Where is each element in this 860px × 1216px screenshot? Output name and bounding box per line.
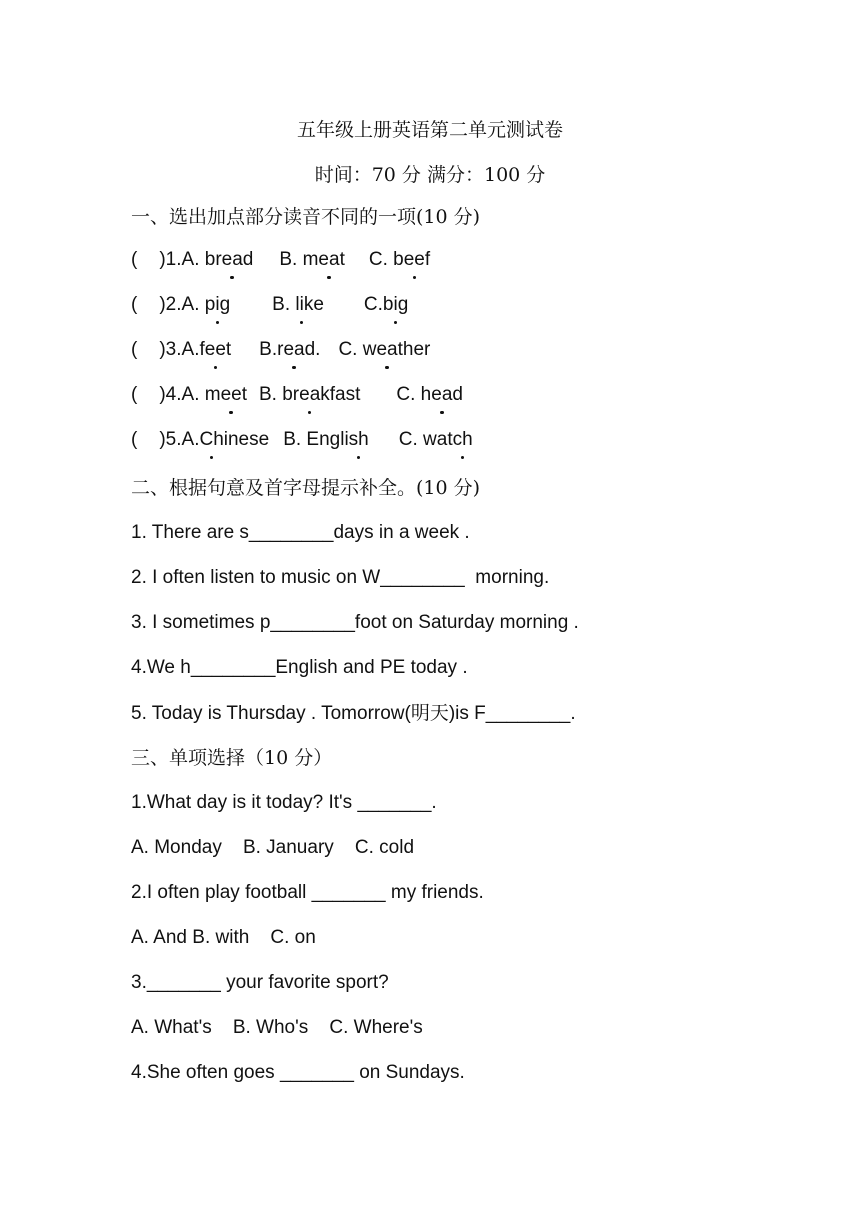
section-1-heading: 一、选出加点部分读音不同的一项(10 分) (131, 206, 481, 228)
choice-question-3: 3._______ your favorite sport? (131, 972, 389, 993)
exam-title: 五年级上册英语第二单元测试卷 (296, 119, 563, 141)
question-1-5 (131, 428, 473, 452)
choice-question-2: 2.I often play football _______ my friends. (131, 882, 484, 903)
exam-subtitle: 时间：70 分 满分：100 分 (314, 164, 546, 186)
question-number: )2. (159, 294, 182, 315)
question-number: )1. (159, 249, 182, 270)
choice-options-2: A. And B. with C. on (131, 927, 316, 948)
option-c: C. watch (398, 429, 473, 450)
choice-question-4: 4.She often goes _______ on Sundays. (131, 1062, 465, 1083)
option-a: A. pig (181, 294, 231, 315)
option-b: B. meat (279, 249, 345, 270)
fill-blank-2: 2. I often listen to music on W________ morning. (131, 567, 550, 588)
question-1-4 (131, 383, 463, 407)
option-b: B. breakfast (259, 384, 361, 405)
option-c: C.big (363, 294, 409, 315)
choice-options-3: A. What's B. Who's C. Where's (131, 1017, 423, 1038)
section-2-heading: 二、根据句意及首字母提示补全。(10 分) (131, 477, 481, 499)
option-a: A.feet (181, 339, 232, 360)
choice-options-1: A. Monday B. January C. cold (131, 837, 415, 858)
question-number: )5. (159, 429, 182, 450)
option-c: C. beef (368, 249, 431, 270)
question-1-2 (131, 293, 408, 317)
section-3-heading: 三、单项选择（10 分） (131, 747, 333, 769)
option-c: C. head (396, 384, 463, 405)
option-c: C. weather (338, 339, 431, 360)
fill-blank-1: 1. There are s________days in a week . (131, 522, 470, 543)
answer-paren: ( (131, 249, 138, 270)
option-b: B. like (272, 294, 324, 315)
question-1-1 (131, 248, 430, 272)
option-a: A.Chinese (181, 429, 270, 450)
question-number: )3. (159, 339, 182, 360)
option-a: A. meet (181, 384, 247, 405)
answer-paren: ( (131, 294, 138, 315)
choice-question-1: 1.What day is it today? It's _______. (131, 792, 437, 813)
fill-blank-4: 4.We h________English and PE today . (131, 657, 468, 678)
fill-blank-3: 3. I sometimes p________foot on Saturday morning . (131, 612, 579, 633)
answer-paren: ( (131, 339, 138, 360)
question-number: )4. (159, 384, 182, 405)
answer-paren: ( (131, 384, 138, 405)
option-b: B.read. (259, 339, 321, 360)
question-1-3 (131, 338, 430, 362)
option-a: A. bread (181, 249, 254, 270)
answer-paren: ( (131, 429, 138, 450)
fill-blank-5: 5. Today is Thursday . Tomorrow(明天)is F________. (131, 702, 576, 724)
option-b: B. English (283, 429, 369, 450)
